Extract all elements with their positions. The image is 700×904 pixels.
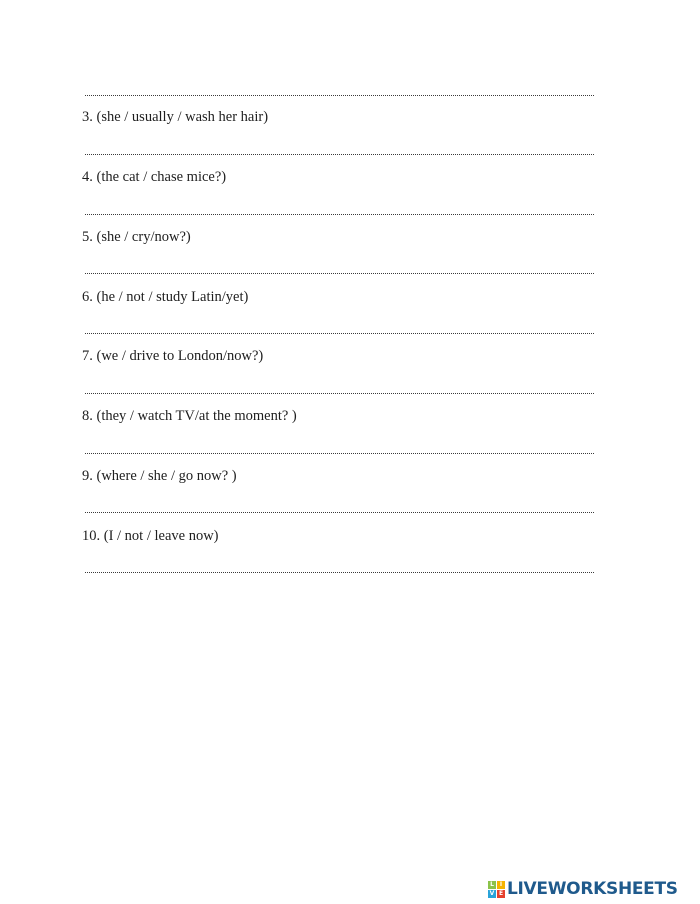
- liveworksheets-logo: [488, 879, 678, 899]
- question-6: 6. (he / not / study Latin/yet): [82, 289, 249, 305]
- answer-line-6[interactable]: [85, 333, 594, 334]
- answer-line-2[interactable]: [85, 95, 594, 96]
- question-9: 9. (where / she / go now? ): [82, 468, 237, 484]
- question-8: 8. (they / watch TV/at the moment? ): [82, 408, 297, 424]
- question-4: 4. (the cat / chase mice?): [82, 169, 227, 185]
- question-7: 7. (we / drive to London/now?): [82, 348, 264, 364]
- answer-line-4[interactable]: [85, 214, 594, 215]
- answer-line-3[interactable]: [85, 154, 594, 155]
- question-10: 10. (I / not / leave now): [82, 528, 219, 544]
- logo-block-l: L: [488, 881, 496, 889]
- answer-line-9[interactable]: [85, 512, 594, 513]
- logo-block-v: V: [489, 889, 495, 897]
- logo-block-i: I: [497, 881, 505, 889]
- logo-block-e: E: [498, 889, 504, 897]
- answer-line-8[interactable]: [85, 453, 594, 454]
- answer-line-10[interactable]: [85, 572, 594, 573]
- answer-line-5[interactable]: [85, 273, 594, 274]
- question-3: 3. (she / usually / wash her hair): [82, 109, 269, 125]
- logo-text: LIVEWORKSHEETS: [507, 879, 678, 899]
- answer-line-7[interactable]: [85, 393, 594, 394]
- logo-blocks-icon: [488, 881, 505, 898]
- question-5: 5. (she / cry/now?): [82, 229, 191, 245]
